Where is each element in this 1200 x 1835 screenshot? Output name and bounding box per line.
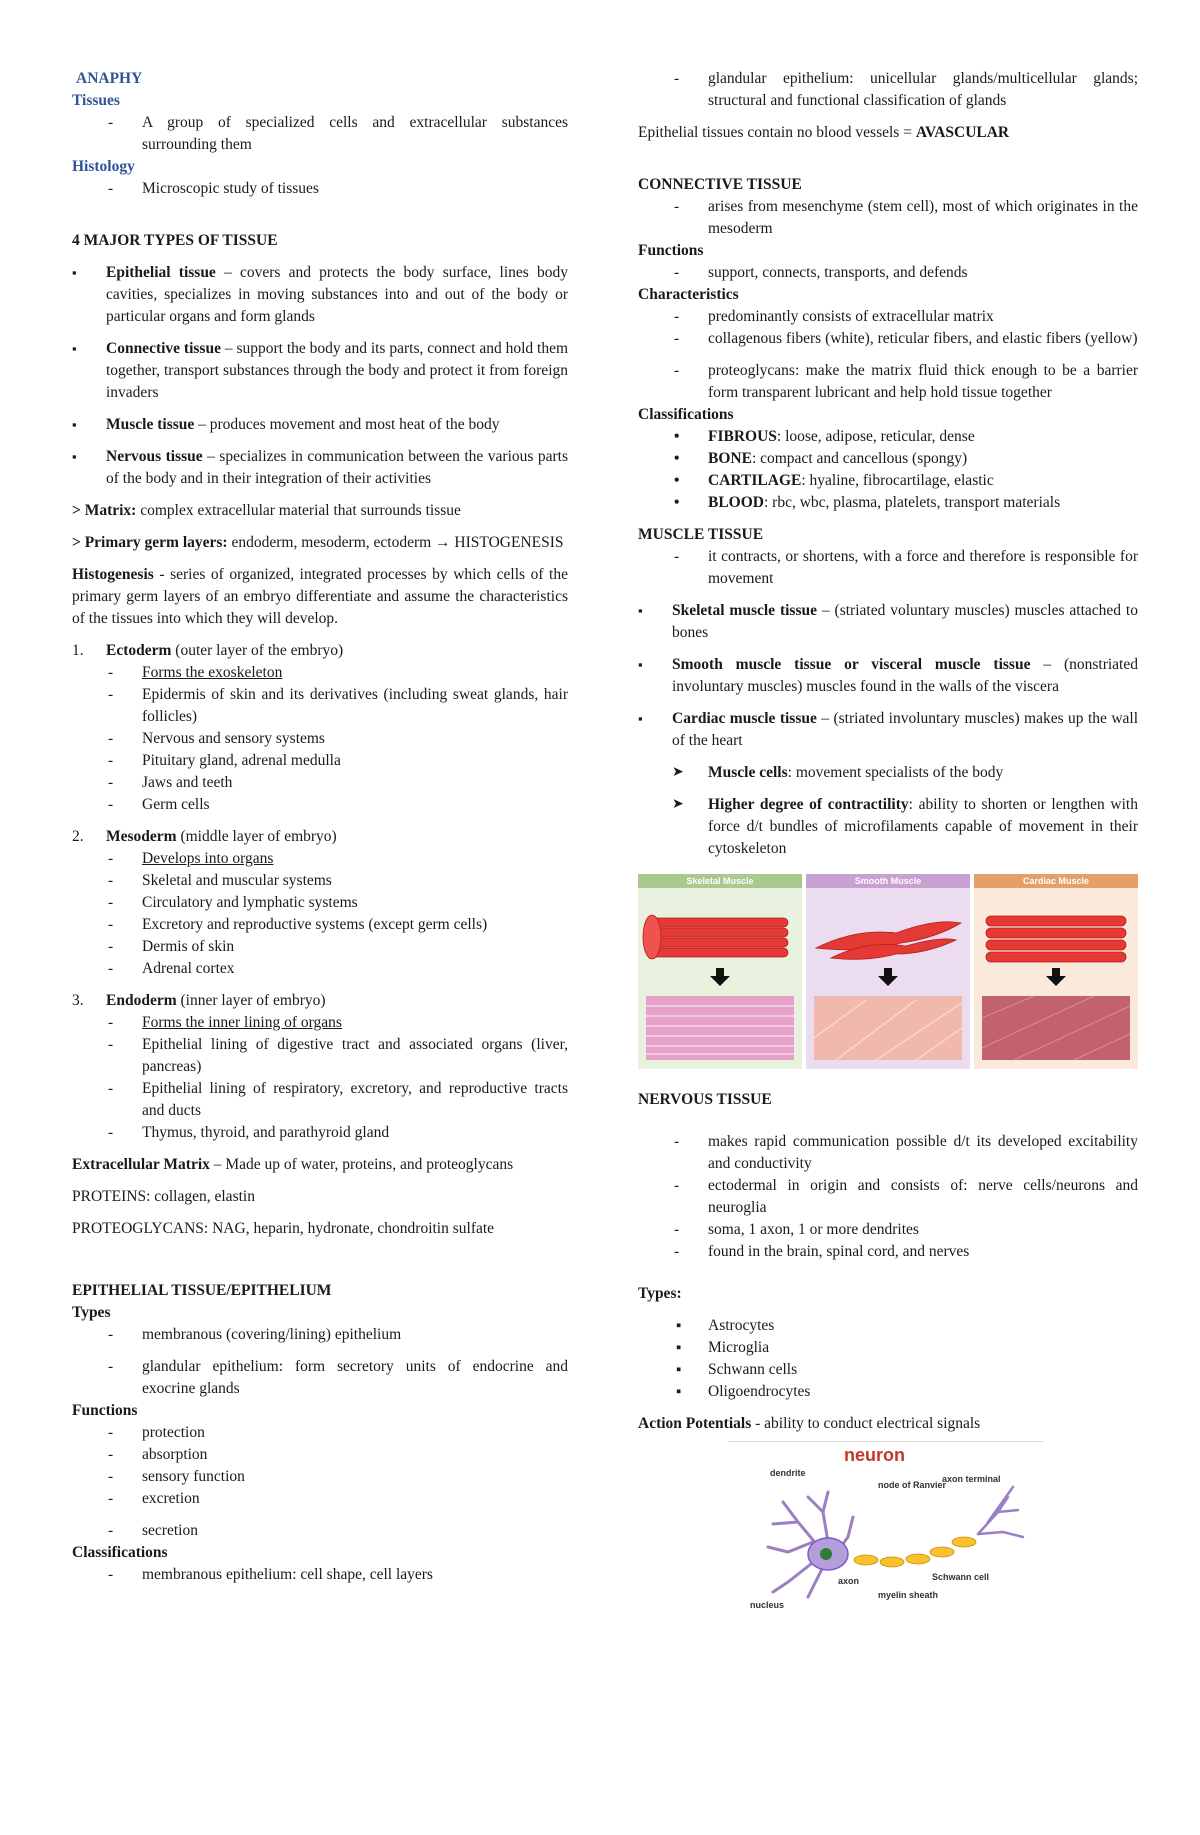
epithelial-class-heading: Classifications (72, 1544, 168, 1561)
histology-heading: Histology (72, 158, 135, 175)
connective-char: - proteoglycans: make the matrix fluid thick enough to be a barrier form transparent lubricant and help hold tissue together (638, 360, 1138, 404)
major-types-heading: 4 MAJOR TYPES OF TISSUE (72, 232, 278, 249)
epithelial-type: - membranous (covering/lining) epithelium (72, 1324, 568, 1346)
connective-class: • BONE: compact and cancellous (spongy) (638, 448, 1138, 470)
muscle-heading: MUSCLE TISSUE (638, 526, 764, 543)
histogenesis-paragraph: Histogenesis - series of organized, integrated processes by which cells of the primary germ layers of an embryo differentiate and assume the characteristics of the tissues into which they will develop. (72, 566, 568, 627)
connective-class-list (638, 426, 1138, 514)
germ-layers-line: > Primary germ layers: endoderm, mesoderm, ectoderm → HISTOGENESIS (72, 534, 564, 551)
cardiac-muscle-panel (974, 874, 1138, 1069)
epithelial-functions-heading: Functions (72, 1402, 138, 1419)
layer-endoderm: 3. Endoderm (inner layer of embryo) - Forms the inner lining of organs - Epithelial lining of digestive tract and associated organs (liver, pancreas) - Epithelial lining of respiratory, excretory, and reproductive tracts and ducts - Thymus, thyroid, and parathyroid gland (72, 990, 568, 1144)
smooth-muscle-image (806, 888, 970, 1069)
neuron-title: neuron (844, 1445, 905, 1465)
connective-char-heading: Characteristics (638, 286, 739, 303)
doc-title: ANAPHY (76, 70, 143, 87)
mesoderm-item: - Skeletal and muscular systems (72, 870, 568, 892)
mesoderm-item: - Circulatory and lymphatic systems (72, 892, 568, 914)
ectoderm-item: - Epidermis of skin and its derivatives (including sweat glands, hair follicles) (72, 684, 568, 728)
neuron-figure (728, 1441, 1044, 1612)
avascular-line: Epithelial tissues contain no blood vessels = AVASCULAR (638, 124, 1010, 141)
nervous-type: ▪ Schwann cells (638, 1359, 1138, 1381)
mesoderm-item: - Dermis of skin (72, 936, 568, 958)
proteins-line: PROTEINS: collagen, elastin (72, 1188, 255, 1205)
histology-list (72, 178, 568, 200)
nervous-item: - soma, 1 axon, 1 or more dendrites (638, 1219, 1138, 1241)
ectoderm-item: - Jaws and teeth (72, 772, 568, 794)
proteoglycans-line: PROTEOGLYCANS: NAG, heparin, hydronate, chondroitin sulfate (72, 1220, 495, 1237)
muscle-types-figure (638, 874, 1138, 1069)
muscle-arrow-list (638, 762, 1138, 860)
tissues-definition: - A group of specialized cells and extracellular substances surrounding them (72, 112, 568, 156)
action-potentials-line: Action Potentials - ability to conduct electrical signals (638, 1415, 981, 1432)
connective-class: • FIBROUS: loose, adipose, reticular, dense (638, 426, 1138, 448)
skeletal-muscle-panel (638, 874, 802, 1069)
epithelial-function: - protection (72, 1422, 568, 1444)
connective-class: • BLOOD: rbc, wbc, plasma, platelets, transport materials (638, 492, 1138, 514)
label-node-of-ranvier: node of Ranvier (878, 1480, 947, 1490)
label-axon-terminal: axon terminal (942, 1474, 1001, 1484)
muscle-type: ▪ Cardiac muscle tissue – (striated involuntary muscles) makes up the wall of the heart (638, 708, 1138, 752)
ecm-paragraph: Extracellular Matrix – Made up of water, proteins, and proteoglycans (72, 1156, 514, 1173)
nervous-type: ▪ Microglia (638, 1337, 1138, 1359)
epithelial-type: - glandular epithelium: form secretory units of endocrine and exocrine glands (72, 1356, 568, 1400)
layer-ectoderm: 1. Ectoderm (outer layer of the embryo) - Forms the exoskeleton - Epidermis of skin and its derivatives (including sweat glands, hair follicles) - Nervous and sensory systems - Pituitary gland, adrenal medulla - Jaws and teeth - Germ cells (72, 640, 568, 816)
glandular-item: - glandular epithelium: unicellular glands/multicellular glands; structural and functional classification of glands (638, 68, 1138, 112)
major-types-list (72, 262, 568, 490)
connective-origin: - arises from mesenchyme (stem cell), most of which originates in the mesoderm (638, 196, 1138, 240)
smooth-muscle-label: Smooth Muscle (806, 874, 970, 888)
connective-heading: CONNECTIVE TISSUE (638, 176, 802, 193)
connective-class: • CARTILAGE: hyaline, fibrocartilage, elastic (638, 470, 1138, 492)
connective-origin-list (638, 196, 1138, 240)
nervous-item: - makes rapid communication possible d/t its developed excitability and conductivity (638, 1131, 1138, 1175)
ectoderm-item: - Nervous and sensory systems (72, 728, 568, 750)
nervous-item: - found in the brain, spinal cord, and nerves (638, 1241, 1138, 1263)
label-axon: axon (838, 1576, 860, 1586)
tissues-heading: Tissues (72, 92, 120, 109)
nervous-types-list (638, 1315, 1138, 1403)
connective-class-heading: Classifications (638, 406, 734, 423)
connective-char: - collagenous fibers (white), reticular fibers, and elastic fibers (yellow) (638, 328, 1138, 350)
muscle-arrow-item: ➤ Higher degree of contractility: ability to shorten or lengthen with force d/t bundles of microfilaments capable of movement in their cytoskeleton (672, 794, 1138, 860)
connective-function: - support, connects, transports, and defends (638, 262, 1138, 284)
ectoderm-item: - Germ cells (72, 794, 568, 816)
ectoderm-item: - Forms the exoskeleton (72, 662, 568, 684)
muscle-types-list (638, 600, 1138, 752)
epithelial-class-list (72, 1564, 568, 1586)
label-dendrite: dendrite (770, 1468, 806, 1478)
epithelial-function: - absorption (72, 1444, 568, 1466)
epithelial-heading: EPITHELIAL TISSUE/EPITHELIUM (72, 1282, 332, 1299)
epithelial-function: - excretion (72, 1488, 568, 1510)
connective-char-list (638, 306, 1138, 404)
cardiac-muscle-image (974, 888, 1138, 1069)
major-type-nervous: ▪ Nervous tissue – specializes in communication between the various parts of the body and in their integration of their activities (72, 446, 568, 490)
muscle-def-list (638, 546, 1138, 590)
layer-mesoderm: 2. Mesoderm (middle layer of embryo) - Develops into organs - Skeletal and muscular systems - Circulatory and lymphatic systems - Excretory and reproductive systems (except germ cells) - Dermis of skin - Adrenal cortex (72, 826, 568, 980)
mesoderm-item: - Excretory and reproductive systems (except germ cells) (72, 914, 568, 936)
connective-functions-heading: Functions (638, 242, 704, 259)
epithelial-types-heading: Types (72, 1304, 111, 1321)
nervous-item: - ectodermal in origin and consists of: nerve cells/neurons and neuroglia (638, 1175, 1138, 1219)
neuron-diagram (728, 1442, 1044, 1612)
epithelial-types-list (72, 1324, 568, 1400)
endoderm-item: - Forms the inner lining of organs (72, 1012, 568, 1034)
muscle-type: ▪ Skeletal muscle tissue – (striated voluntary muscles) muscles attached to bones (638, 600, 1138, 644)
left-column (72, 68, 568, 1586)
epithelial-function: - sensory function (72, 1466, 568, 1488)
epithelial-class: - membranous epithelium: cell shape, cell layers (72, 1564, 568, 1586)
label-nucleus: nucleus (750, 1600, 785, 1610)
muscle-definition: - it contracts, or shortens, with a force and therefore is responsible for movement (638, 546, 1138, 590)
mesoderm-item: - Adrenal cortex (72, 958, 568, 980)
mesoderm-item: - Develops into organs (72, 848, 568, 870)
cardiac-muscle-label: Cardiac Muscle (974, 874, 1138, 888)
histology-definition: - Microscopic study of tissues (72, 178, 568, 200)
arrow-down-icon (1046, 968, 1066, 986)
smooth-muscle-panel (806, 874, 970, 1069)
nervous-list (638, 1131, 1138, 1263)
epithelial-function: - secretion (72, 1520, 568, 1542)
ectoderm-item: - Pituitary gland, adrenal medulla (72, 750, 568, 772)
skeletal-muscle-image (638, 888, 802, 1069)
arrow-down-icon (878, 968, 898, 986)
nervous-type: ▪ Astrocytes (638, 1315, 1138, 1337)
connective-functions-list (638, 262, 1138, 284)
germ-layers-list (72, 640, 568, 1144)
glandular-list (638, 68, 1138, 112)
epithelial-functions-list (72, 1422, 568, 1542)
major-type-epithelial: ▪ Epithelial tissue – covers and protects the body surface, lines body cavities, specializes in moving substances into and out of the body or particular organs and form glands (72, 262, 568, 328)
endoderm-item: - Epithelial lining of respiratory, excretory, and reproductive tracts and ducts (72, 1078, 568, 1122)
nervous-heading: NERVOUS TISSUE (638, 1091, 772, 1108)
nervous-type: ▪ Oligoendrocytes (638, 1381, 1138, 1403)
right-column (638, 68, 1138, 1612)
major-type-connective: ▪ Connective tissue – support the body and its parts, connect and hold them together, transport substances through the body and protect it from foreign invaders (72, 338, 568, 404)
endoderm-item: - Thymus, thyroid, and parathyroid gland (72, 1122, 568, 1144)
major-type-muscle: ▪ Muscle tissue – produces movement and most heat of the body (72, 414, 568, 436)
arrow-down-icon (710, 968, 730, 986)
nervous-types-heading: Types: (638, 1285, 682, 1302)
endoderm-item: - Epithelial lining of digestive tract and associated organs (liver, pancreas) (72, 1034, 568, 1078)
tissues-list (72, 112, 568, 156)
matrix-line: > Matrix: complex extracellular material that surrounds tissue (72, 502, 461, 519)
muscle-type: ▪ Smooth muscle tissue or visceral muscle tissue – (nonstriated involuntary muscles) muscles found in the walls of the viscera (638, 654, 1138, 698)
connective-char: - predominantly consists of extracellular matrix (638, 306, 1138, 328)
skeletal-muscle-label: Skeletal Muscle (638, 874, 802, 888)
muscle-arrow-item: ➤ Muscle cells: movement specialists of the body (672, 762, 1138, 784)
label-schwann-cell: Schwann cell (932, 1572, 990, 1582)
label-myelin-sheath: myelin sheath (878, 1590, 939, 1600)
